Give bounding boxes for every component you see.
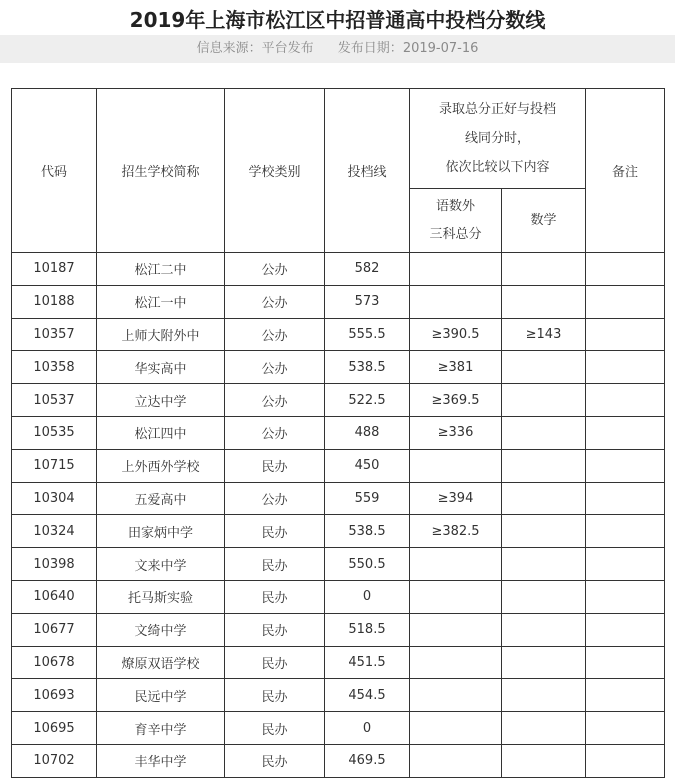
cell-remark <box>586 548 665 581</box>
cell-three <box>410 449 502 482</box>
cell-code: 10702 <box>12 744 97 777</box>
table-row <box>12 253 665 286</box>
header-school: 招生学校简称 <box>97 89 225 253</box>
cell-three: ≥381 <box>410 351 502 384</box>
cell-three: ≥390.5 <box>410 318 502 351</box>
header-code: 代码 <box>12 89 97 253</box>
cell-three <box>410 285 502 318</box>
cell-category: 公办 <box>225 416 325 449</box>
cell-code: 10358 <box>12 351 97 384</box>
cell-math <box>502 679 586 712</box>
cell-school: 上师大附外中 <box>97 318 225 351</box>
cell-three <box>410 712 502 745</box>
cell-math <box>502 449 586 482</box>
cell-category: 公办 <box>225 384 325 417</box>
cell-math <box>502 416 586 449</box>
cell-school: 文绮中学 <box>97 613 225 646</box>
header-category: 学校类别 <box>225 89 325 253</box>
cell-math <box>502 482 586 515</box>
table-row <box>12 351 665 384</box>
cell-code: 10693 <box>12 679 97 712</box>
cell-category: 公办 <box>225 482 325 515</box>
cell-remark <box>586 482 665 515</box>
cell-remark <box>586 253 665 286</box>
cell-score: 522.5 <box>325 384 410 417</box>
cell-math <box>502 253 586 286</box>
cell-school: 立达中学 <box>97 384 225 417</box>
cell-school: 丰华中学 <box>97 744 225 777</box>
header-tiebreak <box>410 89 586 189</box>
cell-three <box>410 646 502 679</box>
cell-math <box>502 285 586 318</box>
header-tiebreak-line2: 线同分时， <box>464 131 530 146</box>
cell-remark <box>586 646 665 679</box>
cell-math <box>502 351 586 384</box>
cell-score: 450 <box>325 449 410 482</box>
cell-category: 民办 <box>225 646 325 679</box>
cell-three: ≥382.5 <box>410 515 502 548</box>
cell-score: 582 <box>325 253 410 286</box>
cell-category: 民办 <box>225 580 325 613</box>
cell-three <box>410 744 502 777</box>
source-value: 平台发布 <box>261 41 314 56</box>
cell-remark <box>586 449 665 482</box>
cell-school: 育辛中学 <box>97 712 225 745</box>
cell-math <box>502 548 586 581</box>
header-three-line1: 语数外 <box>435 198 475 214</box>
table-row <box>12 515 665 548</box>
cell-school: 松江一中 <box>97 285 225 318</box>
cell-code: 10535 <box>12 416 97 449</box>
cell-school: 托马斯实验 <box>97 580 225 613</box>
cell-score: 555.5 <box>325 318 410 351</box>
table-row <box>12 482 665 515</box>
cell-math <box>502 613 586 646</box>
cell-math <box>502 712 586 745</box>
cell-code: 10715 <box>12 449 97 482</box>
cell-score: 451.5 <box>325 646 410 679</box>
header-tiebreak-line3: 依次比较以下内容 <box>445 160 550 175</box>
cell-category: 民办 <box>225 548 325 581</box>
table-row <box>12 613 665 646</box>
cell-category: 民办 <box>225 515 325 548</box>
header-tiebreak-line1: 录取总分正好与投档 <box>438 102 556 117</box>
cell-category: 民办 <box>225 449 325 482</box>
cell-score: 469.5 <box>325 744 410 777</box>
cell-school: 文来中学 <box>97 548 225 581</box>
publish-date <box>338 41 479 56</box>
table-row <box>12 285 665 318</box>
cell-remark <box>586 318 665 351</box>
cell-school: 燎原双语学校 <box>97 646 225 679</box>
cell-score: 454.5 <box>325 679 410 712</box>
cell-score: 538.5 <box>325 515 410 548</box>
cell-score: 538.5 <box>325 351 410 384</box>
source-label: 信息来源： <box>196 41 262 56</box>
cell-school: 华实高中 <box>97 351 225 384</box>
cell-code: 10398 <box>12 548 97 581</box>
cell-school: 田家炳中学 <box>97 515 225 548</box>
cell-score: 550.5 <box>325 548 410 581</box>
cell-category: 公办 <box>225 253 325 286</box>
cell-remark <box>586 580 665 613</box>
cell-category: 民办 <box>225 679 325 712</box>
cell-three: ≥369.5 <box>410 384 502 417</box>
table-row <box>12 416 665 449</box>
table-row <box>12 318 665 351</box>
cell-code: 10537 <box>12 384 97 417</box>
header-three-subjects <box>410 189 502 253</box>
cell-remark <box>586 744 665 777</box>
date-value: 2019-07-16 <box>402 41 479 56</box>
table-row <box>12 679 665 712</box>
header-math: 数学 <box>502 189 586 253</box>
header-score: 投档线 <box>325 89 410 253</box>
table-row <box>12 712 665 745</box>
cell-math <box>502 744 586 777</box>
table-row <box>12 449 665 482</box>
cell-remark <box>586 613 665 646</box>
article-meta <box>0 35 675 63</box>
cell-code: 10304 <box>12 482 97 515</box>
cell-code: 10640 <box>12 580 97 613</box>
cell-remark <box>586 712 665 745</box>
cell-math <box>502 384 586 417</box>
cell-score: 488 <box>325 416 410 449</box>
table-row <box>12 646 665 679</box>
cell-code: 10324 <box>12 515 97 548</box>
cell-three <box>410 679 502 712</box>
cell-three <box>410 613 502 646</box>
cell-math <box>502 580 586 613</box>
date-label: 发布日期： <box>337 41 403 56</box>
cell-school: 松江四中 <box>97 416 225 449</box>
table-row <box>12 744 665 777</box>
cell-category: 民办 <box>225 712 325 745</box>
cell-category: 公办 <box>225 351 325 384</box>
cell-code: 10695 <box>12 712 97 745</box>
cell-category: 民办 <box>225 744 325 777</box>
table-row <box>12 548 665 581</box>
cell-code: 10357 <box>12 318 97 351</box>
admission-score-table <box>11 88 665 778</box>
cell-score: 559 <box>325 482 410 515</box>
cell-remark <box>586 416 665 449</box>
cell-math <box>502 515 586 548</box>
cell-math: ≥143 <box>502 318 586 351</box>
cell-school: 上外西外学校 <box>97 449 225 482</box>
cell-remark <box>586 515 665 548</box>
cell-score: 573 <box>325 285 410 318</box>
table-row <box>12 384 665 417</box>
cell-category: 民办 <box>225 613 325 646</box>
cell-remark <box>586 384 665 417</box>
cell-school: 五爱高中 <box>97 482 225 515</box>
cell-remark <box>586 679 665 712</box>
cell-remark <box>586 351 665 384</box>
header-three-line2: 三科总分 <box>429 226 482 242</box>
cell-code: 10187 <box>12 253 97 286</box>
cell-code: 10677 <box>12 613 97 646</box>
cell-three: ≥336 <box>410 416 502 449</box>
cell-three <box>410 548 502 581</box>
cell-three <box>410 580 502 613</box>
cell-school: 民远中学 <box>97 679 225 712</box>
cell-three: ≥394 <box>410 482 502 515</box>
cell-code: 10188 <box>12 285 97 318</box>
cell-three <box>410 253 502 286</box>
header-remark: 备注 <box>586 89 665 253</box>
page-title: 2019年上海市松江区中招普通高中投档分数线 <box>129 8 546 32</box>
cell-category: 公办 <box>225 318 325 351</box>
cell-code: 10678 <box>12 646 97 679</box>
cell-score: 0 <box>325 712 410 745</box>
cell-score: 518.5 <box>325 613 410 646</box>
cell-school: 松江二中 <box>97 253 225 286</box>
source-info <box>197 41 314 56</box>
cell-score: 0 <box>325 580 410 613</box>
table-body <box>12 253 665 778</box>
cell-category: 公办 <box>225 285 325 318</box>
cell-remark <box>586 285 665 318</box>
table-row <box>12 580 665 613</box>
cell-math <box>502 646 586 679</box>
